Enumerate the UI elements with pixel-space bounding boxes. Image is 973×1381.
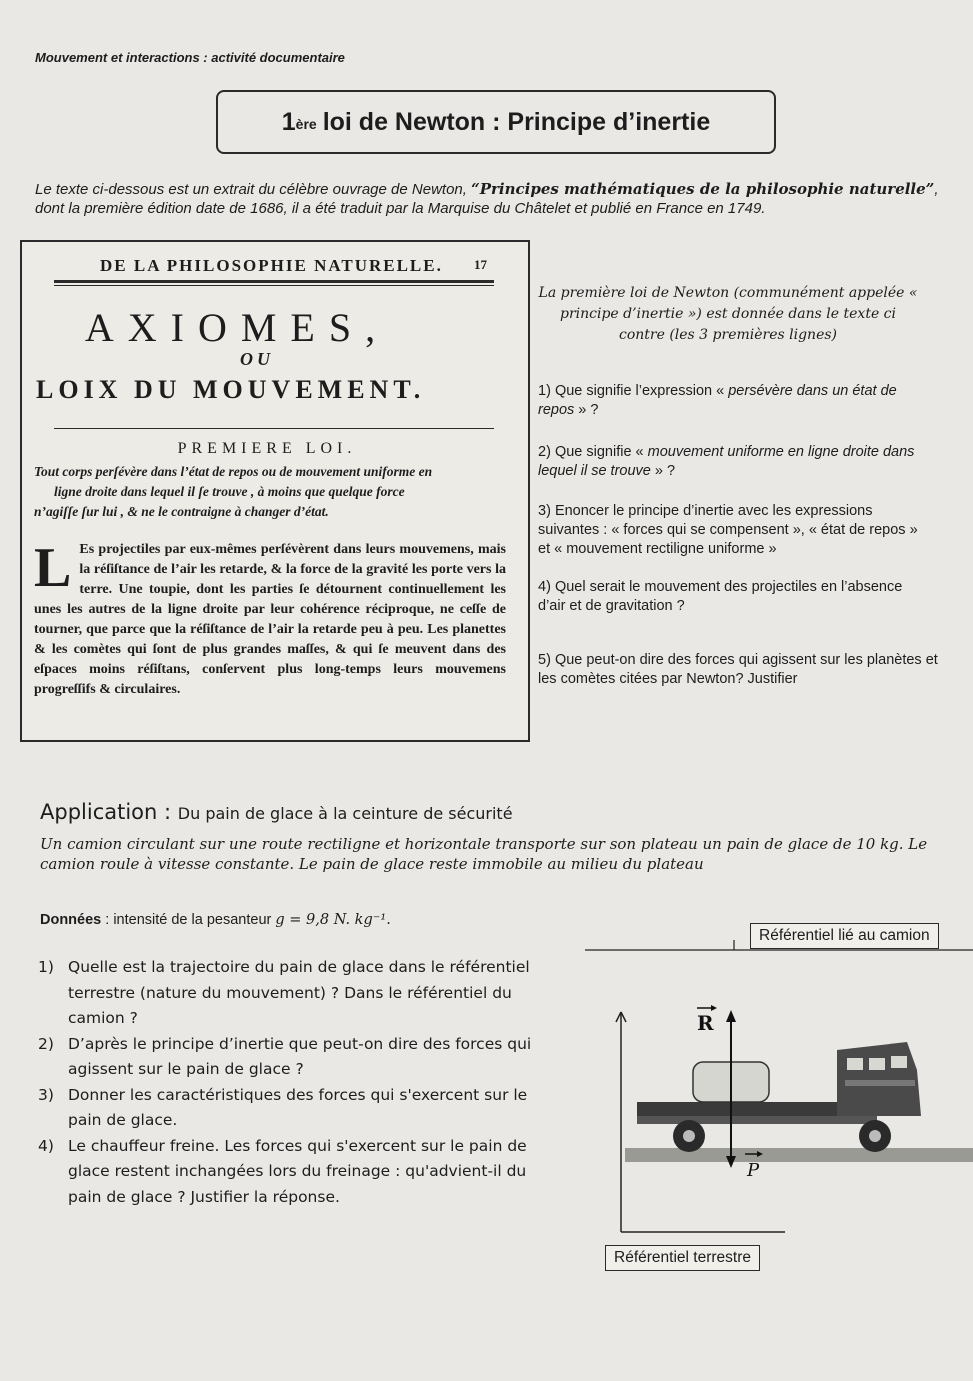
book-axiomes: AXIOMES,	[84, 305, 390, 350]
title-sup: ère	[295, 116, 317, 132]
donnees: Données : intensité de la pesanteur g = 9,8 N. kg⁻¹.	[40, 912, 391, 928]
label-terrestrial-referential: Référentiel terrestre	[605, 1245, 760, 1271]
truck-diagram	[585, 920, 973, 1290]
application-questions	[38, 955, 558, 1210]
question-4: 4) Quel serait le mouvement des projectiles en l’absence d’air et de gravitation ?	[538, 579, 903, 614]
application-title: Application : Du pain de glace à la ceinture de sécurité	[40, 800, 513, 824]
book-excerpt	[20, 240, 530, 742]
truck-bed	[637, 1102, 837, 1116]
question-3: 3) Enoncer le principe d’inertie avec les expressions suivantes : « forces qui se compensent », « état de repos » et « mouvement rectiligne uniforme »	[538, 503, 918, 557]
side-intro: La première loi de Newton (communément appelée « principe d’inertie ») est donnée dans le texte ci contre (les 3 premières lignes)	[538, 285, 918, 343]
application-intro: Un camion circulant sur une route rectiligne et horizontale transporte sur son plateau un pain de glace de 10 kg. Le camion roule à vitesse constante. Le pain de glace reste immobile au milieu du plateau	[40, 835, 928, 873]
book-law-statement: Tout corps perſévère dans l’état de repos ou de mouvement uniforme en ligne droite dans lequel il ſe trouve , à moins que quelque force n’agiſſe ſur lui , & ne le contraigne à changer d’état.	[34, 464, 433, 519]
book-paragraph: L Es projectiles par eux-mêmes perſévèrent dans leurs mouvemens, mais la réſiſtance de l’air les retarde, & la force de la gravité les porte vers la terre. Une toupie, dont les parties ſe détournent continuellement les unes les autres de la ligne droite par leur cohérence réciproque, ne ceſſe de tourner, que parce que la réſiſtance de l’air la retarde peu à peu. Les planettes & les comètes qui ſont de plus grandes maſſes, & qui ſe meuvent dans des eſpaces moins réſiſtans, conſervent plus long-temps leurs mouvemens progreſſifs & circulaires.	[34, 537, 506, 697]
page-title	[216, 90, 776, 154]
book-running-head: DE LA PHILOSOPHIE NATURELLE.	[100, 256, 443, 275]
dropcap: L	[34, 537, 72, 599]
book-title: “Principes mathématiques de la philosophie naturelle”	[471, 180, 935, 198]
list-item: 2) D’après le principe d’inertie que peut-on dire des forces qui agissent sur le pain de glace ?	[38, 1034, 532, 1078]
label-camion-referential: Référentiel lié au camion	[750, 923, 939, 949]
intro-paragraph: Le texte ci-dessous est un extrait du célèbre ouvrage de Newton, “Principes mathématiques de la philosophie naturelle”, dont la première édition date de 1686, il a été traduit par la Marquise du Châtelet et publié en France en 1749.	[35, 180, 939, 217]
book-page-number: 17	[474, 257, 487, 272]
title-text: loi de Newton : Principe d’inertie	[322, 107, 711, 136]
book-loix: LOIX DU MOUVEMENT.	[36, 375, 426, 404]
truck-figure	[585, 920, 973, 1290]
question-2: 2) Que signifie « mouvement uniforme en ligne droite dans lequel il se trouve » ?	[538, 444, 915, 479]
document-header: Mouvement et interactions : activité documentaire	[35, 50, 345, 65]
list-item: 3) Donner les caractéristiques des forces qui s'exercent sur le pain de glace.	[38, 1085, 528, 1129]
book-premiere-loi: PREMIERE LOI.	[177, 440, 357, 457]
book-ou: OU	[240, 349, 274, 369]
question-5: 5) Que peut-on dire des forces qui agissent sur les planètes et les comètes citées par Newton? Justifier	[538, 652, 938, 687]
gravity-formula: g = 9,8 N. kg⁻¹.	[275, 912, 391, 928]
divider	[54, 428, 494, 429]
vector-R-label: R	[697, 1011, 714, 1035]
road	[625, 1148, 973, 1162]
list-item: 4) Le chauffeur freine. Les forces qui s'exercent sur le pain de glace restent inchangées lors du freinage : qu'advient-il du pain de glace ? Justifier la réponse.	[38, 1136, 527, 1206]
divider	[54, 285, 494, 286]
title-ordinal: 1	[281, 107, 296, 136]
question-1: 1) Que signifie l’expression « persévère dans un état de repos » ?	[538, 383, 897, 418]
list-item: 1) Quelle est la trajectoire du pain de glace dans le référentiel terrestre (nature du mouvement) ? Dans le référentiel du camion ?	[38, 958, 530, 1027]
truck-cab	[837, 1042, 921, 1116]
vector-P-label: P	[747, 1160, 760, 1181]
divider	[54, 280, 494, 283]
